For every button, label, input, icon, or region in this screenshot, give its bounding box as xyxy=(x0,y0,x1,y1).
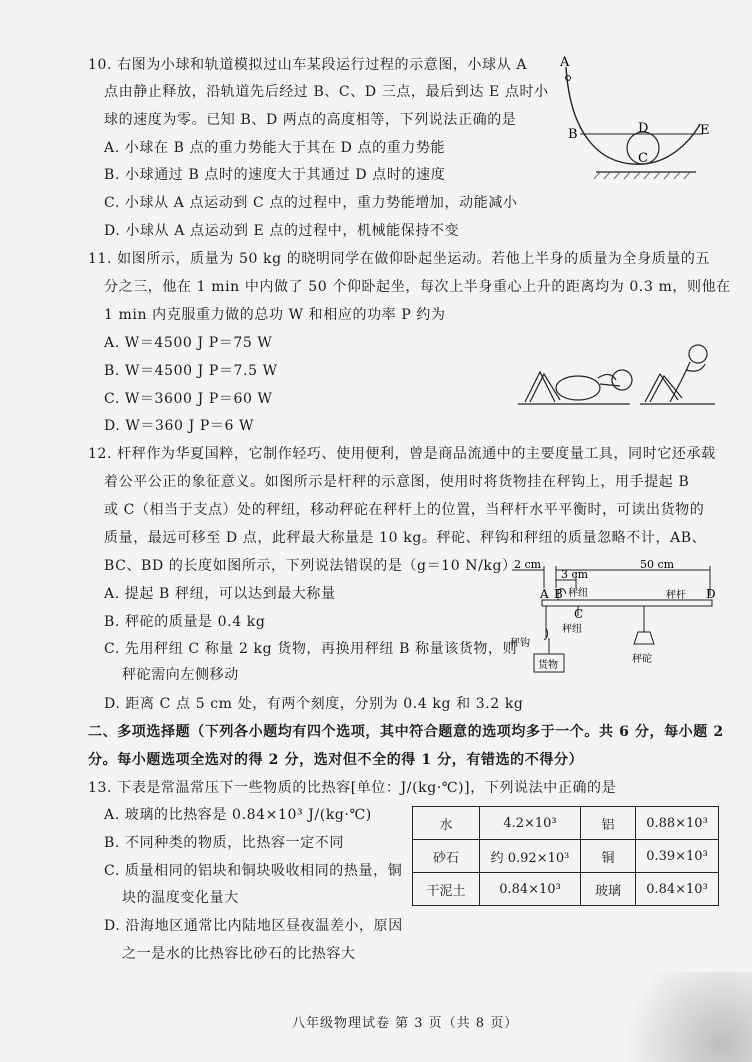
q10-label-e: E xyxy=(700,123,710,138)
q11-stem-1: 11. 如图所示，质量为 50 kg 的晓明同学在做仰卧起坐运动。若他上半身的质量为全身质量的五 xyxy=(88,251,711,267)
q12-niu-label-1: 秤纽 xyxy=(568,588,588,599)
q11-option-c: C. W＝3600 J P＝60 W xyxy=(104,391,273,407)
table-cell: 铜 xyxy=(581,840,636,873)
q12-option-c-cont: 秤砣需向左侧移动 xyxy=(122,667,239,683)
table-cell: 砂石 xyxy=(413,840,480,873)
q12-label-c: C xyxy=(574,607,584,621)
q13-option-d-cont: 之一是水的比热容比砂石的比热容大 xyxy=(122,946,356,962)
q12-dim-bc: 3 cm xyxy=(561,568,589,581)
q12-option-a: A. 提起 B 秤纽，可以达到最大称量 xyxy=(104,586,336,602)
q10-option-b: B. 小球通过 B 点时的速度大于其通过 D 点时的速度 xyxy=(104,167,446,183)
table-cell: 铝 xyxy=(581,807,636,840)
table-cell: 0.84×10³ xyxy=(480,873,581,906)
q12-stem-5: BC、BD 的长度如图所示，下列说法错误的是（g＝10 N/kg） xyxy=(104,558,517,574)
q11-stem-2: 分之三，他在 1 min 中内做了 50 个仰卧起坐，每次上半身重心上升的距离均为 0.3 m，则他在 xyxy=(104,279,731,295)
q13-stem: 13. 下表是常温常压下一些物质的比热容[单位：J/(kg·℃)]，下列说法中正确的是 xyxy=(88,780,617,796)
q12-gan-label: 秤杆 xyxy=(666,590,686,601)
q11-option-d: D. W＝360 J P＝6 W xyxy=(104,418,255,434)
q11-option-b: B. W＝4500 J P＝7.5 W xyxy=(104,363,278,379)
table-cell: 4.2×10³ xyxy=(480,807,581,840)
q10-stem-1: 10. 右图为小球和轨道模拟过山车某段运行过程的示意图，小球从 A xyxy=(88,57,528,73)
q10-label-c: C xyxy=(638,151,648,166)
q10-track-figure xyxy=(548,52,718,187)
q13-option-d: D. 沿海地区通常比内陆地区昼夜温差小，原因 xyxy=(104,918,403,934)
q12-option-c: C. 先用秤纽 C 称量 2 kg 货物，再换用秤纽 B 称量该货物，则 xyxy=(104,641,518,657)
q12-stem-1: 12. 杆秤作为华夏国粹，它制作轻巧、使用便利，曾是商品流通中的主要度量工具，同时它还承载 xyxy=(88,446,716,462)
q13-option-c: C. 质量相同的铝块和铜块吸收相同的热量，铜 xyxy=(104,863,403,879)
q12-label-a: A xyxy=(540,587,549,601)
q11-situp-figure xyxy=(510,334,720,414)
q12-dim-bd: 50 cm xyxy=(640,560,675,571)
q12-stem-3: 或 C（相当于支点）处的秤纽，移动秤砣在秤杆上的位置，当秤杆水平平衡时，可读出货物的 xyxy=(104,502,705,518)
section2-heading-2: 分。每小题选项全选对的得 2 分，选对但不全的得 1 分，有错选的不得分） xyxy=(88,752,584,768)
q13-option-c-cont: 块的温度变化量大 xyxy=(122,890,239,906)
q10-option-d: D. 小球从 A 点运动到 E 点的过程中，机械能保持不变 xyxy=(104,223,460,239)
q12-dim-ab: 2 cm xyxy=(514,560,542,571)
table-cell: 0.84×10³ xyxy=(636,873,719,906)
q12-steelyard-figure xyxy=(506,560,720,680)
q10-label-b: B xyxy=(568,127,578,142)
q10-stem-2: 点由静止释放，沿轨道先后经过 B、C、D 三点，最后到达 E 点时小 xyxy=(104,84,549,100)
table-cell: 玻璃 xyxy=(581,873,636,906)
q10-label-a: A xyxy=(560,55,570,70)
q12-huo-label: 货物 xyxy=(538,660,558,671)
specific-heat-table xyxy=(412,806,719,906)
q12-tuo-label: 秤砣 xyxy=(632,654,652,665)
q11-stem-3: 1 min 内克服重力做的总功 W 和相应的功率 P 约为 xyxy=(104,307,446,323)
q12-label-d: D xyxy=(706,587,716,601)
section2-heading-1: 二、多项选择题（下列各小题均有四个选项，其中符合题意的选项均多于一个。共 6 分，每小题 2 xyxy=(88,724,724,740)
q10-option-c: C. 小球从 A 点运动到 C 点的过程中，重力势能增加，动能减小 xyxy=(104,195,518,211)
q10-option-a: A. 小球在 B 点的重力势能大于其在 D 点的重力势能 xyxy=(104,140,446,156)
table-row xyxy=(413,873,719,906)
q12-stem-2: 着公平公正的象征意义。如图所示是杆秤的示意图，使用时将货物挂在秤钩上，用手提起 B xyxy=(104,474,690,490)
q11-option-a: A. W＝4500 J P＝75 W xyxy=(104,335,273,351)
table-cell: 干泥土 xyxy=(413,873,480,906)
q13-option-a: A. 玻璃的比热容是 0.84×10³ J/(kg·℃) xyxy=(104,807,372,823)
q12-gou-label: 秤钩 xyxy=(510,638,530,649)
q12-option-b: B. 秤砣的质量是 0.4 kg xyxy=(104,614,266,630)
q10-stem-3: 球的速度为零。已知 B、D 两点的高度相等，下列说法正确的是 xyxy=(104,112,517,128)
table-cell: 约 0.92×10³ xyxy=(480,840,581,873)
table-cell: 0.88×10³ xyxy=(636,807,719,840)
table-cell: 水 xyxy=(413,807,480,840)
scan-noise xyxy=(602,972,752,1062)
q12-niu-label-2: 秤纽 xyxy=(562,624,582,635)
q13-option-b: B. 不同种类的物质，比热容一定不同 xyxy=(104,835,344,851)
q10-label-d: D xyxy=(638,121,649,136)
page-footer: 八年级物理试卷 第 3 页（共 8 页） xyxy=(292,1016,519,1031)
q12-stem-4: 质量，最远可移至 D 点，此秤最大称量是 10 kg。秤砣、秤钩和秤纽的质量忽略不计，AB、 xyxy=(104,530,707,546)
q12-option-d: D. 距离 C 点 5 cm 处，有两个刻度，分别为 0.4 kg 和 3.2 kg xyxy=(104,696,524,712)
table-cell: 0.39×10³ xyxy=(636,840,719,873)
table-row xyxy=(413,807,719,840)
q12-label-b: B xyxy=(554,587,563,601)
table-row xyxy=(413,840,719,873)
